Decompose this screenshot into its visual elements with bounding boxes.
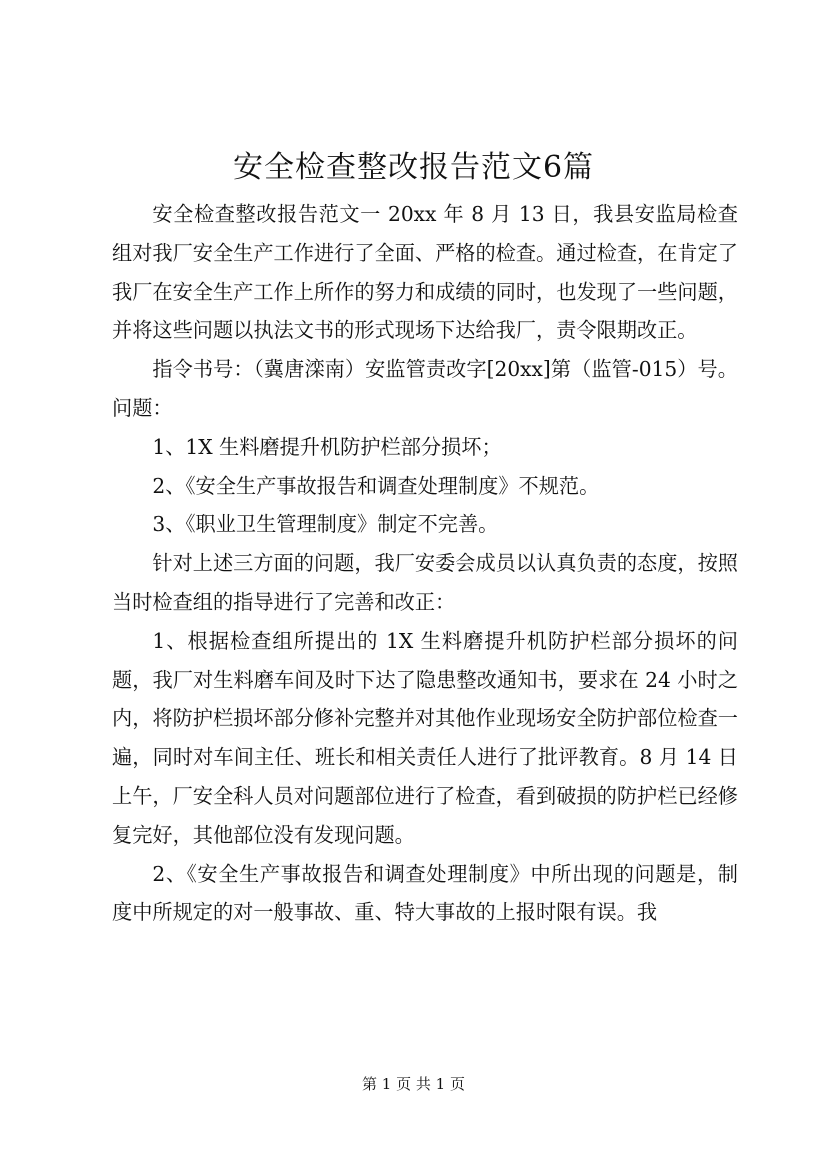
paragraph: 2、《安全生产事故报告和调查处理制度》不规范。: [152, 473, 600, 498]
paragraph: 安全检查整改报告范文一 20xx 年 8 月 13 日，我县安监局检查组对我厂安全生产工作进行了全面、严格的检查。通过检查，在肯定了我厂在安全生产工作上所作的努力和成绩的同时，也发现了一些问题，并将这些问题以执法文书的形式现场下达给我厂，责令限期改正。: [112, 202, 738, 343]
document-body: [112, 195, 738, 932]
paragraph: 2、《安全生产事故报告和调查处理制度》中所出现的问题是，制度中所规定的对一般事故、重、特大事故的上报时限有误。我: [112, 861, 738, 925]
paragraph: 1、1X 生料磨提升机防护栏部分损坏；: [152, 434, 502, 459]
paragraph: 1、根据检查组所提出的 1X 生料磨提升机防护栏部分损坏的问题，我厂对生料磨车间及时下达了隐患整改通知书，要求在 24 小时之内，将防护栏损坏部分修补完整并对其他作业现场安全防护部位检查一遍，同时对车间主任、班长和相关责任人进行了批评教育。8 月 14 日上午，厂安全科人员对问题部位进行了检查，看到破损的防护栏已经修复完好，其他部位没有发现问题。: [112, 628, 738, 847]
paragraph: 针对上述三方面的问题，我厂安委会成员以认真负责的态度，按照当时检查组的指导进行了完善和改正：: [112, 551, 738, 614]
document-title: 安全检查整改报告范文6篇: [232, 150, 595, 185]
paragraph: 指令书号：（冀唐滦南）安监管责改字[20xx]第（监管-015）号。问题：: [112, 357, 738, 420]
paragraph: 3、《职业卫生管理制度》制定不完善。: [152, 512, 499, 537]
page-number-footer: 第 1 页 共 1 页: [362, 1075, 465, 1093]
